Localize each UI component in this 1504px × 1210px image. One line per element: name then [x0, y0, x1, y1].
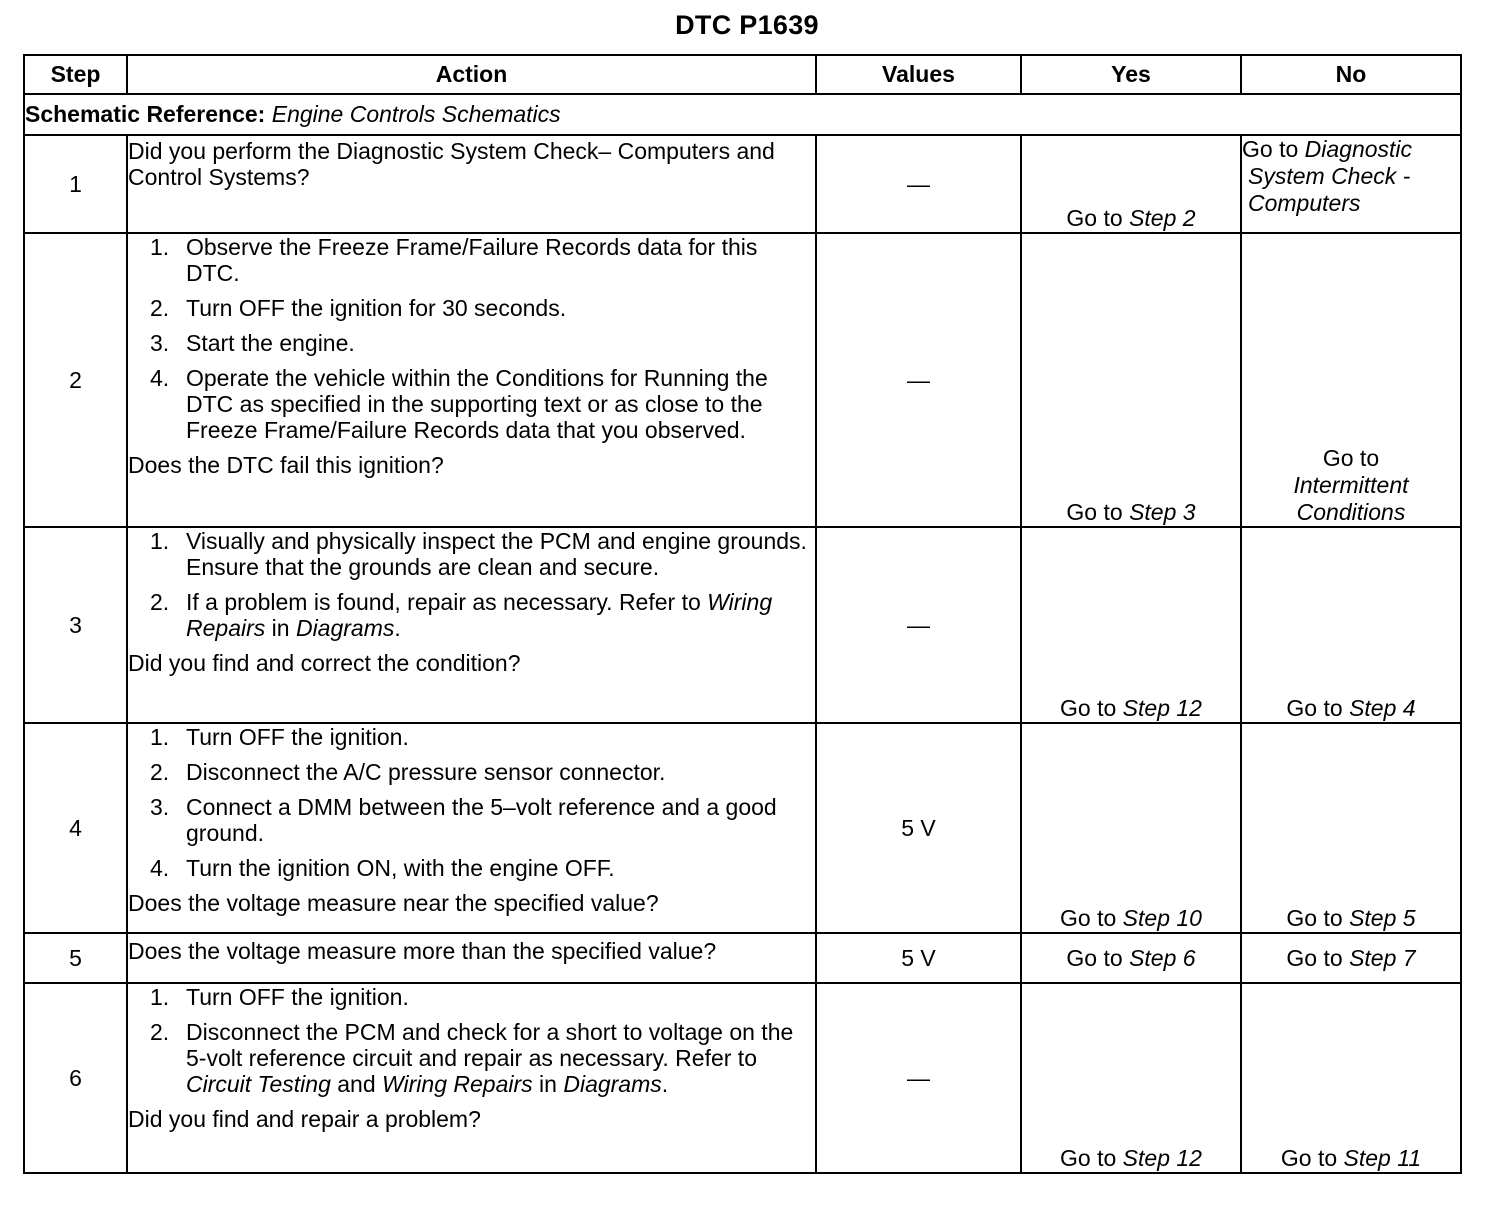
- step-number: 6: [24, 983, 127, 1173]
- table-row: [24, 527, 1461, 723]
- value-cell: —: [816, 233, 1021, 527]
- yes-step-link[interactable]: Step 6: [1129, 944, 1196, 971]
- list-item: 1. Turn OFF the ignition.: [150, 724, 409, 750]
- table-row: [24, 933, 1461, 983]
- list-item: 2. Disconnect the A/C pressure sensor connector.: [150, 759, 666, 785]
- yes-cell: [1021, 723, 1241, 933]
- header-row: [24, 55, 1461, 94]
- value-cell: —: [816, 527, 1021, 723]
- yes-cell: [1021, 527, 1241, 723]
- step-question: Did you perform the Diagnostic System Check– Computers and Control Systems?: [128, 138, 775, 190]
- action-cell: [127, 983, 816, 1173]
- action-list: [128, 234, 815, 443]
- go-to-label: Go to: [1066, 205, 1123, 231]
- no-step-link-cont[interactable]: Conditions: [1296, 499, 1406, 525]
- go-to-label: Go to: [1280, 1145, 1338, 1171]
- list-item: 4. Operate the vehicle within the Conditions for Running the DTC as specified in the supporting text or as close to the Freeze Frame/Failure Records data that you observed.: [150, 365, 768, 443]
- diagrams-link[interactable]: Diagrams: [295, 615, 395, 641]
- go-to-label: Go to: [1060, 695, 1117, 721]
- go-to-label: Go to: [1286, 905, 1343, 931]
- diagrams-link[interactable]: Diagrams: [563, 1071, 662, 1097]
- list-item: 2. Disconnect the PCM and check for a short to voltage on the 5-volt reference circuit and repair as necessary. Refer to Circuit Testing and Wiring Repairs in Diagrams.: [150, 1019, 794, 1097]
- go-to-label: Go to: [1060, 905, 1117, 931]
- schematic-link[interactable]: Engine Controls Schematics: [271, 101, 561, 127]
- yes-step-link[interactable]: Step 2: [1129, 205, 1196, 231]
- no-cell: [1241, 527, 1461, 723]
- value-cell: 5 V: [816, 933, 1021, 983]
- circuit-testing-link[interactable]: Circuit Testing: [186, 1071, 331, 1097]
- value-cell: —: [816, 983, 1021, 1173]
- list-item: 2. If a problem is found, repair as necessary. Refer to Wiring Repairs in Diagrams.: [150, 589, 773, 641]
- go-to-label: Go to: [1286, 944, 1343, 971]
- value-cell: —: [816, 135, 1021, 233]
- header-values: Values: [816, 55, 1021, 94]
- list-item: 3. Connect a DMM between the 5–volt reference and a good ground.: [150, 794, 777, 846]
- action-list: [128, 528, 815, 641]
- go-to-label: Go to: [1242, 136, 1299, 162]
- action-cell: [127, 723, 816, 933]
- step-number: 2: [24, 233, 127, 527]
- no-step-link[interactable]: Step 11: [1343, 1145, 1422, 1171]
- yes-step-link[interactable]: Step 12: [1122, 695, 1202, 721]
- no-step-link[interactable]: Diagnostic: [1304, 136, 1413, 162]
- action-cell: [127, 233, 816, 527]
- step-number: 5: [24, 933, 127, 983]
- table-row: [24, 135, 1461, 233]
- no-step-link[interactable]: Step 4: [1349, 695, 1416, 721]
- action-cell: [127, 933, 816, 983]
- no-cell: [1241, 135, 1461, 233]
- go-to-label: Go to: [1066, 499, 1123, 525]
- no-cell: [1241, 933, 1461, 983]
- yes-cell: [1021, 933, 1241, 983]
- go-to-label: Go to: [1060, 1145, 1117, 1171]
- list-item: 2. Turn OFF the ignition for 30 seconds.: [150, 295, 567, 321]
- go-to-label: Go to: [1286, 695, 1343, 721]
- header-action: Action: [127, 55, 816, 94]
- header-no: No: [1241, 55, 1461, 94]
- step-question: Did you find and correct the condition?: [128, 650, 521, 676]
- no-step-link-cont[interactable]: System Check -: [1248, 163, 1411, 189]
- no-step-link[interactable]: Intermittent: [1293, 472, 1409, 498]
- table-row: [24, 723, 1461, 933]
- step-question: Does the voltage measure near the specified value?: [128, 890, 659, 916]
- wiring-repairs-link[interactable]: Wiring Repairs: [186, 589, 773, 641]
- list-item: 1. Turn OFF the ignition.: [150, 984, 409, 1010]
- value-cell: 5 V: [816, 723, 1021, 933]
- action-cell: [127, 527, 816, 723]
- no-step-link[interactable]: Step 7: [1349, 944, 1416, 971]
- step-number: 3: [24, 527, 127, 723]
- yes-cell: [1021, 135, 1241, 233]
- no-cell: [1241, 723, 1461, 933]
- list-item: 3. Start the engine.: [150, 330, 355, 356]
- list-item: 1. Visually and physically inspect the PCM and engine grounds. Ensure that the grounds are clean and secure.: [150, 528, 807, 580]
- action-cell: [127, 135, 816, 233]
- step-question: Does the DTC fail this ignition?: [128, 452, 444, 478]
- schematic-reference-row: [24, 94, 1461, 135]
- schematic-label: Schematic Reference:: [25, 101, 266, 127]
- step-question: Does the voltage measure more than the specified value?: [128, 938, 717, 964]
- yes-step-link[interactable]: Step 10: [1122, 905, 1202, 931]
- action-list: [128, 984, 815, 1097]
- table-row: [24, 983, 1461, 1173]
- diagnostic-table: [23, 54, 1462, 1174]
- step-number: 4: [24, 723, 127, 933]
- go-to-label: Go to: [1066, 944, 1123, 971]
- go-to-label: Go to: [1322, 445, 1380, 471]
- schematic-reference: [24, 94, 1461, 135]
- no-cell: [1241, 233, 1461, 527]
- no-cell: [1241, 983, 1461, 1173]
- header-step: Step: [24, 55, 127, 94]
- wiring-repairs-link[interactable]: Wiring Repairs: [382, 1071, 533, 1097]
- step-number: 1: [24, 135, 127, 233]
- no-step-link[interactable]: Step 5: [1349, 905, 1416, 931]
- yes-step-link[interactable]: Step 3: [1129, 499, 1196, 525]
- list-item: 1. Observe the Freeze Frame/Failure Records data for this DTC.: [150, 234, 758, 286]
- no-step-link-cont[interactable]: Computers: [1248, 190, 1361, 216]
- step-question: Did you find and repair a problem?: [128, 1106, 481, 1132]
- list-item: 4. Turn the ignition ON, with the engine OFF.: [150, 855, 615, 881]
- action-list: [128, 724, 815, 881]
- yes-cell: [1021, 983, 1241, 1173]
- table-row: [24, 233, 1461, 527]
- yes-step-link[interactable]: Step 12: [1122, 1145, 1202, 1171]
- header-yes: Yes: [1021, 55, 1241, 94]
- yes-cell: [1021, 233, 1241, 527]
- page-title: DTC P1639: [675, 10, 819, 40]
